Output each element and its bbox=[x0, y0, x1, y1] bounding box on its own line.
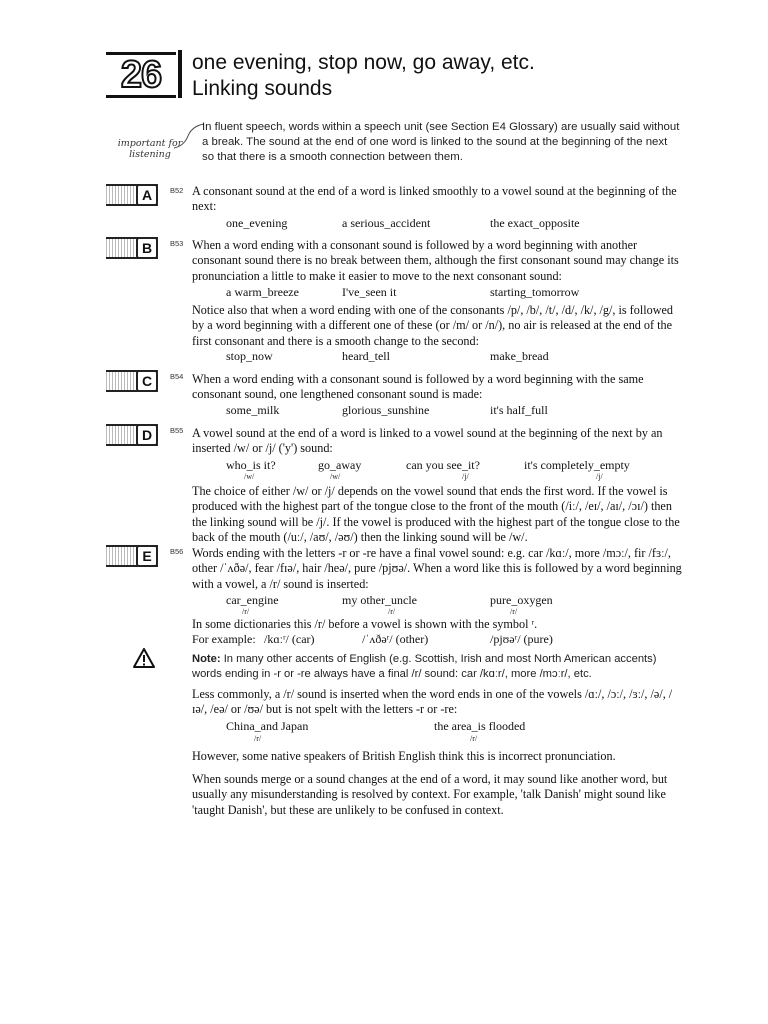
section-e-text-2: In some dictionaries this /r/ before a vowel is shown with the symbol ʳ. bbox=[192, 617, 538, 631]
example-b2-3: make_bread bbox=[490, 349, 549, 363]
dict-example-3: /pjʊəʳ/ (pure) bbox=[490, 632, 553, 646]
example-d-2: go_away bbox=[318, 458, 362, 472]
example-e-1: car_engine bbox=[226, 593, 279, 607]
title-line-2: Linking sounds bbox=[192, 77, 333, 100]
example-b-1: a warm_breeze bbox=[226, 285, 299, 299]
example-b-3: starting_tomorrow bbox=[490, 285, 580, 299]
ipa-e3-2: /r/ bbox=[470, 734, 478, 743]
example-a-1: one_evening bbox=[226, 216, 288, 230]
example-d-1: who_is it? bbox=[226, 458, 276, 472]
dict-example-2: /ˈʌðəʳ/ (other) bbox=[362, 632, 429, 646]
section-label-d: D bbox=[106, 424, 158, 446]
header-divider bbox=[178, 50, 182, 98]
ipa-e3-1: /r/ bbox=[254, 734, 262, 743]
example-e-2: my other_uncle bbox=[342, 593, 417, 607]
example-c-2: glorious_sunshine bbox=[342, 403, 430, 417]
section-label-e: E bbox=[106, 545, 158, 567]
title-line-1: one evening, stop now, go away, etc. bbox=[192, 51, 535, 74]
section-b-text: When a word ending with a consonant sound is followed by a word beginning with another consonant sound there is no break between them, although the first consonant sound may change its pronunciation a little to make it easier to move to the next consonant sound: bbox=[192, 238, 679, 283]
example-b2-2: heard_tell bbox=[342, 349, 390, 363]
dict-example-label: For example: bbox=[192, 632, 256, 646]
track-number-e: B56 bbox=[170, 547, 184, 556]
section-label-a: A bbox=[106, 184, 158, 206]
ipa-d-2: /w/ bbox=[330, 472, 341, 481]
unit-number-box bbox=[106, 50, 178, 96]
section-e-text: Words ending with the letters -r or -re have a final vowel sound: e.g. car /kɑː/, more /mɔː/, fir /fɜː/, other /ˈʌðə/, fear /fɪə/, hair /heə/, pure /pjʊə/. When a word like this is followed by a word beginning with a vowel, a /r/ sound is inserted: bbox=[192, 546, 682, 591]
warning-note bbox=[192, 652, 682, 682]
section-label-b: B bbox=[106, 237, 158, 259]
example-d-3: can you see_it? bbox=[406, 458, 480, 472]
intro-text: In fluent speech, words within a speech unit (see Section E4 Glossary) are usually said without a break. The sound at the end of one word is linked to the sound at the beginning of the next so that there is a smooth connection between them. bbox=[202, 121, 680, 163]
margin-note: important for listening bbox=[117, 138, 183, 160]
page-title bbox=[192, 50, 535, 102]
warning-icon bbox=[133, 648, 155, 668]
section-label-c: C bbox=[106, 370, 158, 392]
ipa-e-3: /r/ bbox=[510, 607, 518, 616]
section-c-text: When a word ending with a consonant sound is followed by a word beginning with the same consonant sound, one lengthened consonant sound is made: bbox=[192, 372, 644, 402]
section-b-text-2: Notice also that when a word ending with one of the consonants /p/, /b/, /t/, /d/, /k/, /g/, is followed by a word beginning with a different one of these (or /m/ or /n/), no air is released at the end of the first consonant and there is a smooth change to the second: bbox=[192, 303, 673, 348]
section-e-text-3: Less commonly, a /r/ sound is inserted when the word ends in one of the vowels /ɑː/, /ɔː/, /ɜː/, /ə/, /ɪə/, /eə/ or /ʊə/ but is not spelt with the letters -r or -re: bbox=[192, 687, 673, 717]
section-a-text: A consonant sound at the end of a word is linked smoothly to a vowel sound at the beginning of the next: bbox=[192, 184, 677, 214]
ipa-d-3: /j/ bbox=[462, 472, 469, 481]
example-e3-2: the area_is flooded bbox=[434, 719, 526, 733]
example-b2-1: stop_now bbox=[226, 349, 273, 363]
ipa-e-2: /r/ bbox=[388, 607, 396, 616]
section-d-text: A vowel sound at the end of a word is linked to a vowel sound at the beginning of the next by an inserted /w/ or /j/ ('y') sound: bbox=[192, 426, 663, 456]
dict-example-1: /kɑːʳ/ (car) bbox=[264, 632, 315, 646]
ipa-d-1: /w/ bbox=[244, 472, 255, 481]
example-d-4: it's completely_empty bbox=[524, 458, 630, 472]
section-e-text-4: However, some native speakers of British English think this is incorrect pronunciation. bbox=[192, 749, 616, 763]
note-text: In many other accents of English (e.g. Scottish, Irish and most North American accents) words ending in -r or -re always have a final /r/ sound: car /kɑːr/, more /mɔːr/, etc. bbox=[192, 653, 657, 680]
example-a-2: a serious_accident bbox=[342, 216, 431, 230]
section-d-text-2: The choice of either /w/ or /j/ depends on the vowel sound that ends the first word. If the vowel is produced with the highest part of the tongue close to the front of the mouth (/iː/, /eɪ/, /aɪ/, /ɔɪ/) then the linking sound will be /j/. If the vowel is produced with the highest part of the tongue close to the back of the mouth (/uː/, /aʊ/, /əʊ/) then the linking sound will be /w/. bbox=[192, 484, 680, 545]
ipa-e-1: /r/ bbox=[242, 607, 250, 616]
track-number-b: B53 bbox=[170, 239, 184, 248]
section-e-text-5: When sounds merge or a sound changes at the end of a word, it may sound like another word, but usually any misunderstanding is resolved by context. For example, 'talk Danish' might sound like 'taught Danish', but these are unlikely to be confused in context. bbox=[192, 772, 668, 817]
example-a-3: the exact_opposite bbox=[490, 216, 580, 230]
track-number-c: B54 bbox=[170, 372, 184, 381]
track-number-a: B52 bbox=[170, 186, 184, 195]
ipa-d-4: /j/ bbox=[596, 472, 603, 481]
unit-number: 26 bbox=[106, 52, 176, 98]
example-e3-1: China_and Japan bbox=[226, 719, 309, 733]
note-label: Note: bbox=[192, 653, 221, 665]
track-number-d: B55 bbox=[170, 426, 184, 435]
example-c-3: it's half_full bbox=[490, 403, 548, 417]
example-b-2: I've_seen it bbox=[342, 285, 397, 299]
example-e-3: pure_oxygen bbox=[490, 593, 553, 607]
example-c-1: some_milk bbox=[226, 403, 280, 417]
